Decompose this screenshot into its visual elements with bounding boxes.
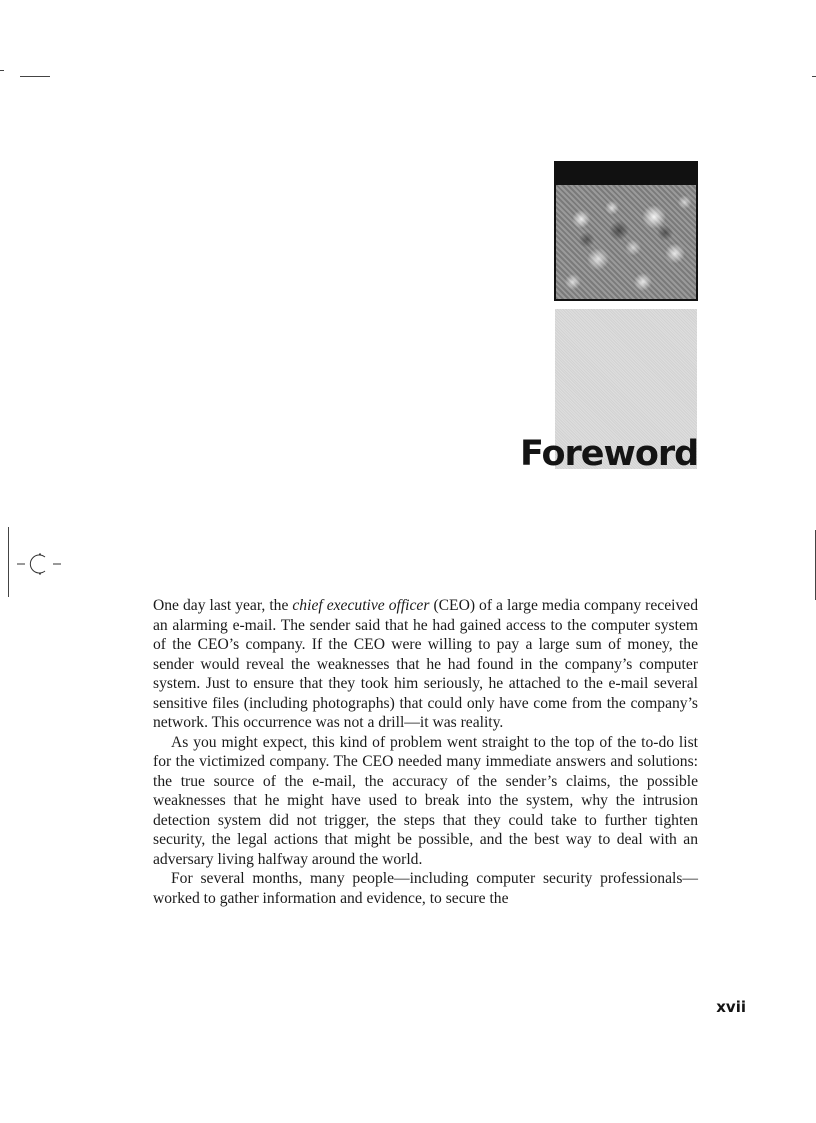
bokeh-photo [556,185,696,299]
crop-mark [8,527,9,597]
chapter-title: Foreword [520,434,699,474]
paragraph: For several months, many people—including computer security professionals—worked to gather information and evidence, to secure the [153,870,698,907]
paragraph: As you might expect, this kind of problem went straight to the top of the to-do list for the victimized company. The CEO needed many immediate answers and solutions: the true source of the e-mail, the accuracy of the sender’s claims, the possible weaknesses that he might have used to break into the system, why the intrusion detection system did not trigger, the steps that they could take to further tighten security, the legal actions that might be possible, and the best way to deal with an adversary living halfway around the world. [153,733,698,868]
crop-mark [812,76,816,77]
chapter-ornament-image [554,161,698,301]
page-number: xvii [716,998,746,1016]
body-text [153,596,698,908]
crop-mark [20,76,50,77]
crop-mark [0,70,4,71]
italic-term: chief executive officer [292,597,430,614]
registration-mark-icon [17,552,61,576]
paragraph: One day last year, the chief executive officer (CEO) of a large media company received an alarming e-mail. The sender said that he had gained access to the computer system of the CEO’s company. If the CEO were willing to pay a large sum of money, the sender would reveal the weaknesses that he had found in the company’s computer system. Just to ensure that they took him seriously, he attached to the e-mail several sensitive files (including photographs) that could only have come from the company’s network. This occurrence was not a drill—it was reality. [153,597,698,731]
